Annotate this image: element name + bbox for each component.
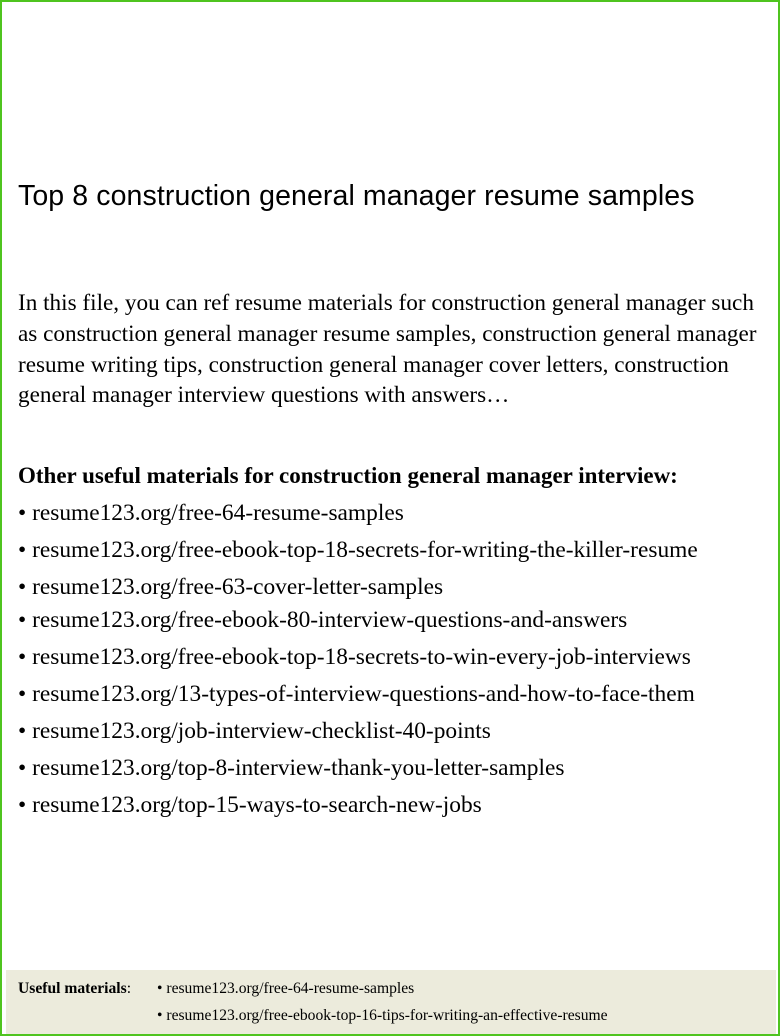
bullet-icon: • [18, 718, 27, 744]
link-text[interactable]: resume123.org/free-ebook-top-18-secrets-for-writing-the-killer-resume [32, 537, 698, 563]
materials-heading: Other useful materials for construction general manager interview: [18, 463, 678, 488]
link-text[interactable]: resume123.org/top-15-ways-to-search-new-jobs [32, 792, 482, 818]
bullet-icon: • [18, 792, 27, 818]
bullet-icon: • [18, 755, 27, 781]
list-item[interactable] [18, 716, 491, 746]
bullet-icon: • [18, 500, 27, 526]
footer-label [18, 978, 131, 1000]
bullet-icon: • [157, 980, 163, 997]
list-item[interactable] [18, 572, 443, 602]
footer-link-text[interactable]: resume123.org/free-64-resume-samples [166, 980, 415, 997]
bullet-icon: • [18, 537, 27, 563]
bullet-icon: • [18, 607, 27, 633]
footer-link[interactable] [157, 978, 414, 1000]
intro-paragraph: In this file, you can ref resume materials for construction general manager such as construction general manager resume samples, construction general manager resume writing tips, construction general manager cover letters, construction general manager interview questions with answers… [18, 290, 757, 409]
list-item[interactable] [18, 535, 698, 565]
bullet-icon: • [18, 574, 27, 600]
bullet-icon: • [18, 681, 27, 707]
bullet-icon: • [18, 644, 27, 670]
list-item[interactable] [18, 790, 482, 820]
footer-bar [6, 970, 776, 1034]
list-item[interactable] [18, 605, 627, 635]
page-title: Top 8 construction general manager resume samples [18, 180, 695, 212]
footer-label-text: Useful materials [18, 980, 127, 997]
footer-link-text[interactable]: resume123.org/free-ebook-top-16-tips-for-writing-an-effective-resume [166, 1007, 608, 1024]
link-text[interactable]: resume123.org/free-ebook-80-interview-questions-and-answers [32, 607, 628, 633]
list-item[interactable] [18, 753, 564, 783]
link-text[interactable]: resume123.org/free-ebook-top-18-secrets-to-win-every-job-interviews [32, 644, 691, 670]
link-text[interactable]: resume123.org/free-63-cover-letter-samples [32, 574, 444, 600]
bullet-icon: • [157, 1007, 163, 1024]
link-text[interactable]: resume123.org/job-interview-checklist-40-points [32, 718, 491, 744]
link-text[interactable]: resume123.org/13-types-of-interview-questions-and-how-to-face-them [32, 681, 695, 707]
link-text[interactable]: resume123.org/free-64-resume-samples [32, 500, 404, 526]
list-item[interactable] [18, 642, 691, 672]
footer-link[interactable] [157, 1005, 608, 1027]
list-item[interactable] [18, 498, 404, 528]
list-item[interactable] [18, 679, 695, 709]
link-text[interactable]: resume123.org/top-8-interview-thank-you-letter-samples [32, 755, 565, 781]
footer-label-colon: : [126, 980, 132, 997]
